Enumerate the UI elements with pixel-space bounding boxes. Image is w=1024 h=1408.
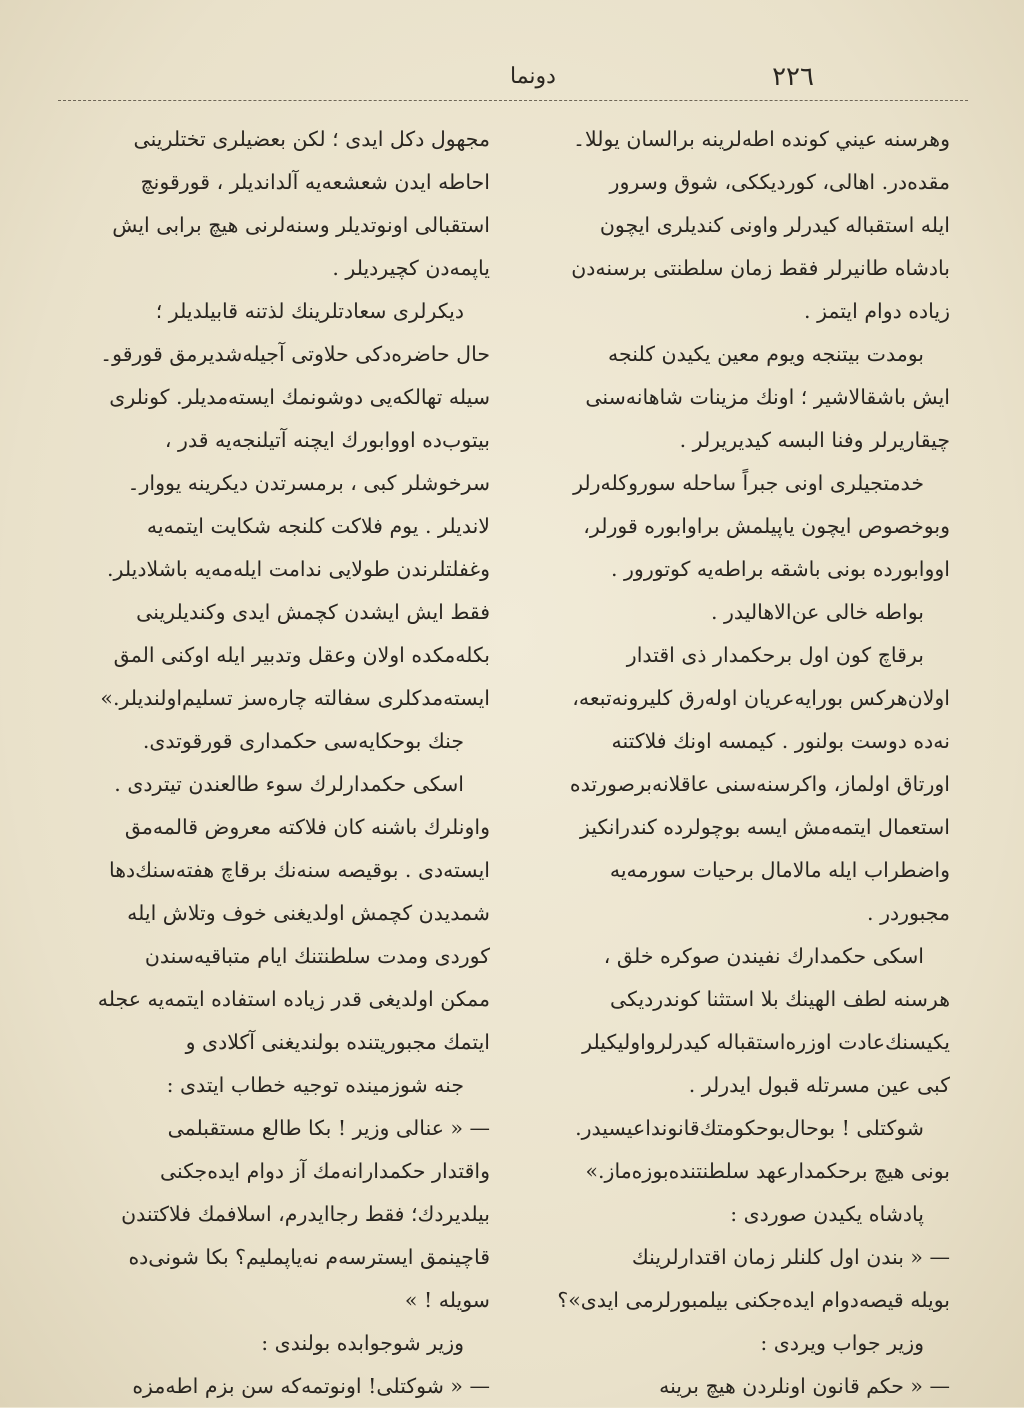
left-text-column [60,118,490,1408]
text-line: وزير جواب ويردی : [760,1331,924,1355]
text-line: كبی عين مسرتله قبول ايدرلر . [688,1073,950,1097]
text-line: جنك بوحكايه‌سی حكمداری قورقوتدی. [142,729,464,753]
text-line: بومدت بیتنجه ويوم معين يكيدن كلنجه [608,342,924,366]
text-line: سرخوشلر كبی ، برمسرتدن ديكرينه يووار۔ [127,471,490,495]
text-line: بيلديردك؛ فقط رجاايدرم، اسلافمك فلاكتندن [121,1202,490,1226]
text-line: لانديلر . يوم فلاكت كلنجه شكايت ايتمه‌يه [146,514,490,538]
text-line: — « شوكتلی! اونوتمه‌كه سن بزم اطه‌مزه [132,1374,490,1398]
text-line: فقط ايش ايشدن كچمش ايدی وكنديلرينی [136,600,490,624]
text-line: مقده‌در. اهالی، كوردیككی، شوق وسرور [609,170,950,194]
page-number: ٢٢٦ [772,62,814,92]
text-line: بيتوب‌ده اووابورك ايچنه آتيلنجه‌يه قدر ، [164,428,490,452]
text-line: استعمال ايتمه‌مش ايسه بوچولرده كندرانكيز [579,815,950,839]
text-line: قاچينمق ايسترسه‌م نه‌ياپمليم؟ بكا شونی‌ده [128,1245,490,1269]
text-line: وهرسنه عيني كونده اطه‌لرينه برالسان يوللا۔ [573,127,950,151]
text-line: خدمتجيلری اونی جبراً ساحله سوروكله‌رلر [573,471,924,495]
text-line: ايتمك مجبوريتنده بولنديغنی آكلادی و [185,1030,490,1054]
text-line: اسكی حكمدارلرك سوء طالعندن تيتردی . [114,772,464,796]
text-line: اسكی حكمدارك نفيندن صوكره خلق ، [603,944,924,968]
text-line: ايله استقباله كيدرلر واونی كنديلری ايچون [599,213,950,237]
text-line: هرسنه لطف الهينك بلا استثنا كوندرديكی [610,987,950,1011]
text-line: — « بندن اول كلنلر زمان اقتدارلرينك [631,1245,950,1269]
text-line: بويله قيصه‌دوام ايده‌جكنی بيلمبورلرمی ايدی»؟ [557,1288,950,1312]
text-line: ايسته‌دی . بوقيصه سنه‌نك برقاچ هفته‌سنك‌دها [108,858,490,882]
text-line: — « عنالی وزير ! بكا طالع مستقبلمی [167,1116,490,1140]
text-line: سيله تهالكه‌يی دوشونمك ايسته‌مديلر. كونلری [109,385,490,409]
text-line: بواطه خالی عن‌الاهاليدر . [711,600,924,624]
text-line: شوكتلی ! بوحال‌بوحكومتك‌قانونداعيسيدر. [575,1116,924,1140]
text-line: شمديدن كچمش اولديغنی خوف وتلاش ايله [127,901,490,925]
running-title: دونما [510,64,556,89]
text-line: بونی هيچ برحكمدارعهد سلطنتنده‌بوزه‌ماز.» [585,1159,950,1183]
text-line: وزير شوجوابده بولندی : [261,1331,464,1355]
text-line: يكيسنك‌عادت اوزره‌استقباله كيدرلرواوليكيلر [582,1030,950,1054]
text-line: برقاچ كون اول برحكمدار ذی اقتدار [626,643,924,667]
text-line: اورتاق اولماز، واكرسنه‌سنی عاقلانه‌برصورتده [569,772,950,796]
text-line: ممكن اولديغی قدر زياده استفاده ايتمه‌يه عجله [97,987,490,1011]
text-line: واونلرك باشنه كان فلاكته معروض قالمه‌مق [124,815,490,839]
text-line: ايسته‌مدكلری سفالته چاره‌سز تسليم‌اولنديلر.» [100,686,490,710]
page-header [60,62,964,102]
text-line: بادشاه طانيرلر فقط زمان سلطنتی برسنه‌دن [571,256,950,280]
text-line: احاطه ايدن شعشعه‌يه آلدانديلر ، قورقونچ [140,170,490,194]
text-line: واضطراب ايله مالامال برحيات سورمه‌يه [609,858,950,882]
text-line: نه‌ده دوست بولنور . كيمسه اونك فلاكتنه [611,729,950,753]
text-line: استقبالی اونوتديلر وسنه‌لرنی هيچ برابی ايش [112,213,490,237]
text-line: مجبوردر . [867,901,950,925]
text-line: ايش باشقالاشير ؛ اونك مزينات شاهانه‌سنی [585,385,950,409]
right-text-column [520,118,950,1408]
text-line: سويله ! » [404,1288,490,1312]
text-line: اووابورده بونی باشقه براطه‌يه كوتورور . [611,557,950,581]
text-line: ديكرلری سعادتلرينك لذتنه قابيلديلر ؛ [155,299,464,323]
text-line: اولان‌هركس بورايه‌عريان اوله‌رق كليرونه‌تبعه، [572,686,950,710]
text-line: ياپمه‌دن كچيرديلر . [332,256,490,280]
text-line: حال حاضره‌دكی حلاوتی آجيله‌شديرمق قورقو۔ [100,342,490,366]
text-line: زياده دوام ايتمز . [804,299,950,323]
header-rule [58,100,968,101]
text-line: واقتدار حكمدارانه‌مك آز دوام ايده‌جكنی [159,1159,490,1183]
text-line: وغفلتلرندن طولايی ندامت ايله‌مه‌يه باشلاديلر. [107,557,490,581]
text-line: پادشاه يكيدن صوردی : [730,1202,924,1226]
text-line: كوردی ومدت سلطنتنك ايام متباقيه‌سندن [144,944,490,968]
text-line: جنه شوزمينده توجيه خطاب ايتدی : [166,1073,464,1097]
text-line: چيقاريرلر وفنا البسه كيديريرلر . [679,428,950,452]
text-line: مجهول دكل ايدی ؛ لكن بعضيلری تختلرينی [133,127,490,151]
text-line: — « حكم قانون اونلردن هيچ برينه [659,1374,950,1398]
text-line: بكله‌مكده اولان وعقل وتدبير ايله اوكنی المق [113,643,490,667]
text-line: وبوخصوص ايچون ياپيلمش براوابوره قورلر، [583,514,950,538]
